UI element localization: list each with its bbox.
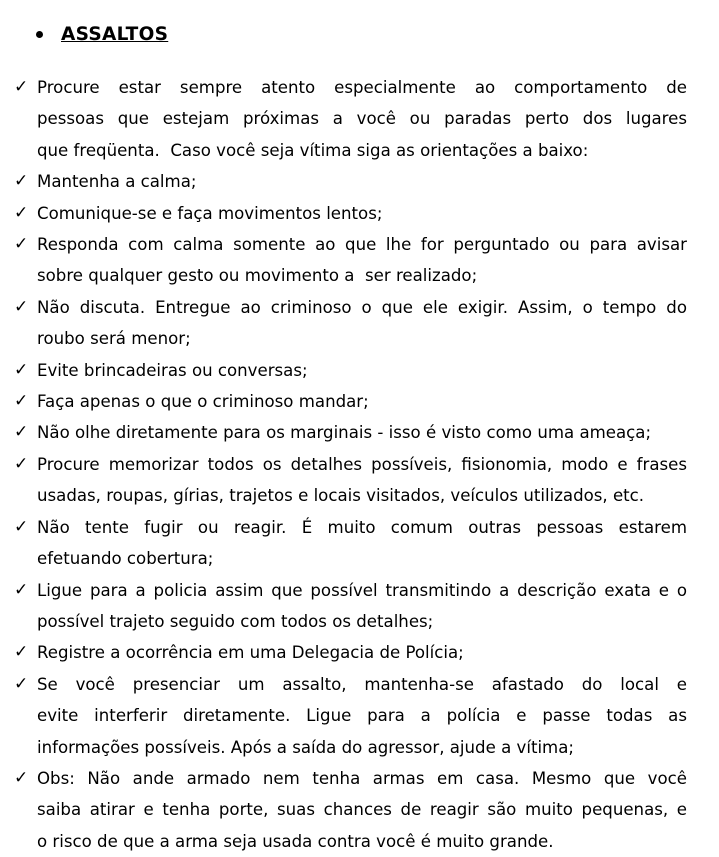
list-item-text	[37, 575, 687, 638]
list-item	[0, 72, 719, 166]
text-line: efetuando cobertura;	[37, 549, 214, 569]
check-icon: ✓	[14, 391, 29, 412]
text-line: pessoas que estejam próximas a você ou paradas perto dos lugares	[37, 109, 687, 129]
check-icon: ✓	[14, 171, 29, 192]
text-line: Obs: Não ande armado nem tenha armas em casa. Mesmo que você	[37, 768, 687, 788]
text-line: Comunique-se e faça movimentos lentos;	[37, 203, 383, 223]
text-line: roubo será menor;	[37, 329, 191, 349]
list-item	[0, 166, 719, 197]
text-line: sobre qualquer gesto ou movimento a ser realizado;	[37, 266, 478, 286]
checklist	[0, 72, 719, 857]
check-icon: ✓	[14, 642, 29, 663]
text-line: Não discuta. Entregue ao criminoso o que ele exigir. Assim, o tempo do	[37, 297, 687, 317]
list-item-text	[37, 512, 687, 575]
bullet-icon	[36, 31, 43, 38]
list-item	[0, 637, 719, 668]
section-title: ASSALTOS	[61, 23, 169, 45]
check-icon: ✓	[14, 516, 29, 537]
check-icon: ✓	[14, 234, 29, 255]
list-item-text	[37, 292, 687, 355]
list-item	[0, 512, 719, 575]
list-item	[0, 763, 719, 857]
list-item	[0, 229, 719, 292]
list-item-text	[37, 166, 687, 197]
list-item	[0, 669, 719, 763]
check-icon: ✓	[14, 673, 29, 694]
text-line: Não olhe diretamente para os marginais - isso é visto como uma ameaça;	[37, 423, 652, 443]
list-item-text	[37, 229, 687, 292]
list-item-text	[37, 763, 687, 857]
section-heading	[36, 18, 168, 50]
check-icon: ✓	[14, 453, 29, 474]
list-item-text	[37, 449, 687, 512]
list-item	[0, 355, 719, 386]
list-item	[0, 575, 719, 638]
text-line: que freqüenta. Caso você seja vítima siga as orientações a baixo:	[37, 140, 589, 160]
text-line: usadas, roupas, gírias, trajetos e locais visitados, veículos utilizados, etc.	[37, 486, 645, 506]
list-item-text	[37, 669, 687, 763]
list-item	[0, 449, 719, 512]
text-line: Procure estar sempre atento especialmente ao comportamento de	[37, 78, 687, 97]
text-line: possível trajeto seguido com todos os detalhes;	[37, 611, 434, 631]
check-icon: ✓	[14, 579, 29, 600]
list-item-text	[37, 72, 687, 166]
text-line: informações possíveis. Após a saída do agressor, ajude a vítima;	[37, 737, 574, 757]
text-line: Responda com calma somente ao que lhe for perguntado ou para avisar	[37, 235, 687, 255]
text-line: Se você presenciar um assalto, mantenha-se afastado do local e	[37, 674, 687, 694]
text-line: evite interferir diretamente. Ligue para a polícia e passe todas as	[37, 706, 687, 726]
check-icon: ✓	[14, 296, 29, 317]
list-item-text	[37, 386, 687, 417]
text-line: Evite brincadeiras ou conversas;	[37, 360, 308, 380]
text-line: o risco de que a arma seja usada contra você é muito grande.	[37, 831, 554, 851]
text-line: Procure memorizar todos os detalhes possíveis, fisionomia, modo e frases	[37, 454, 687, 474]
list-item-text	[37, 417, 687, 448]
check-icon: ✓	[14, 422, 29, 443]
text-line: Faça apenas o que o criminoso mandar;	[37, 392, 369, 412]
list-item	[0, 292, 719, 355]
list-item-text	[37, 198, 687, 229]
text-line: saiba atirar e tenha porte, suas chances de reagir são muito pequenas, e	[37, 800, 687, 820]
check-icon: ✓	[14, 77, 29, 97]
text-line: Registre a ocorrência em uma Delegacia de Polícia;	[37, 643, 464, 663]
list-item	[0, 198, 719, 229]
list-item	[0, 386, 719, 417]
text-line: Não tente fugir ou reagir. É muito comum outras pessoas estarem	[37, 517, 687, 537]
check-icon: ✓	[14, 202, 29, 223]
check-icon: ✓	[14, 767, 29, 788]
check-icon: ✓	[14, 359, 29, 380]
list-item-text	[37, 355, 687, 386]
list-item	[0, 417, 719, 448]
list-item-text	[37, 637, 687, 668]
text-line: Mantenha a calma;	[37, 172, 197, 192]
text-line: Ligue para a policia assim que possível transmitindo a descrição exata e o	[37, 580, 687, 600]
